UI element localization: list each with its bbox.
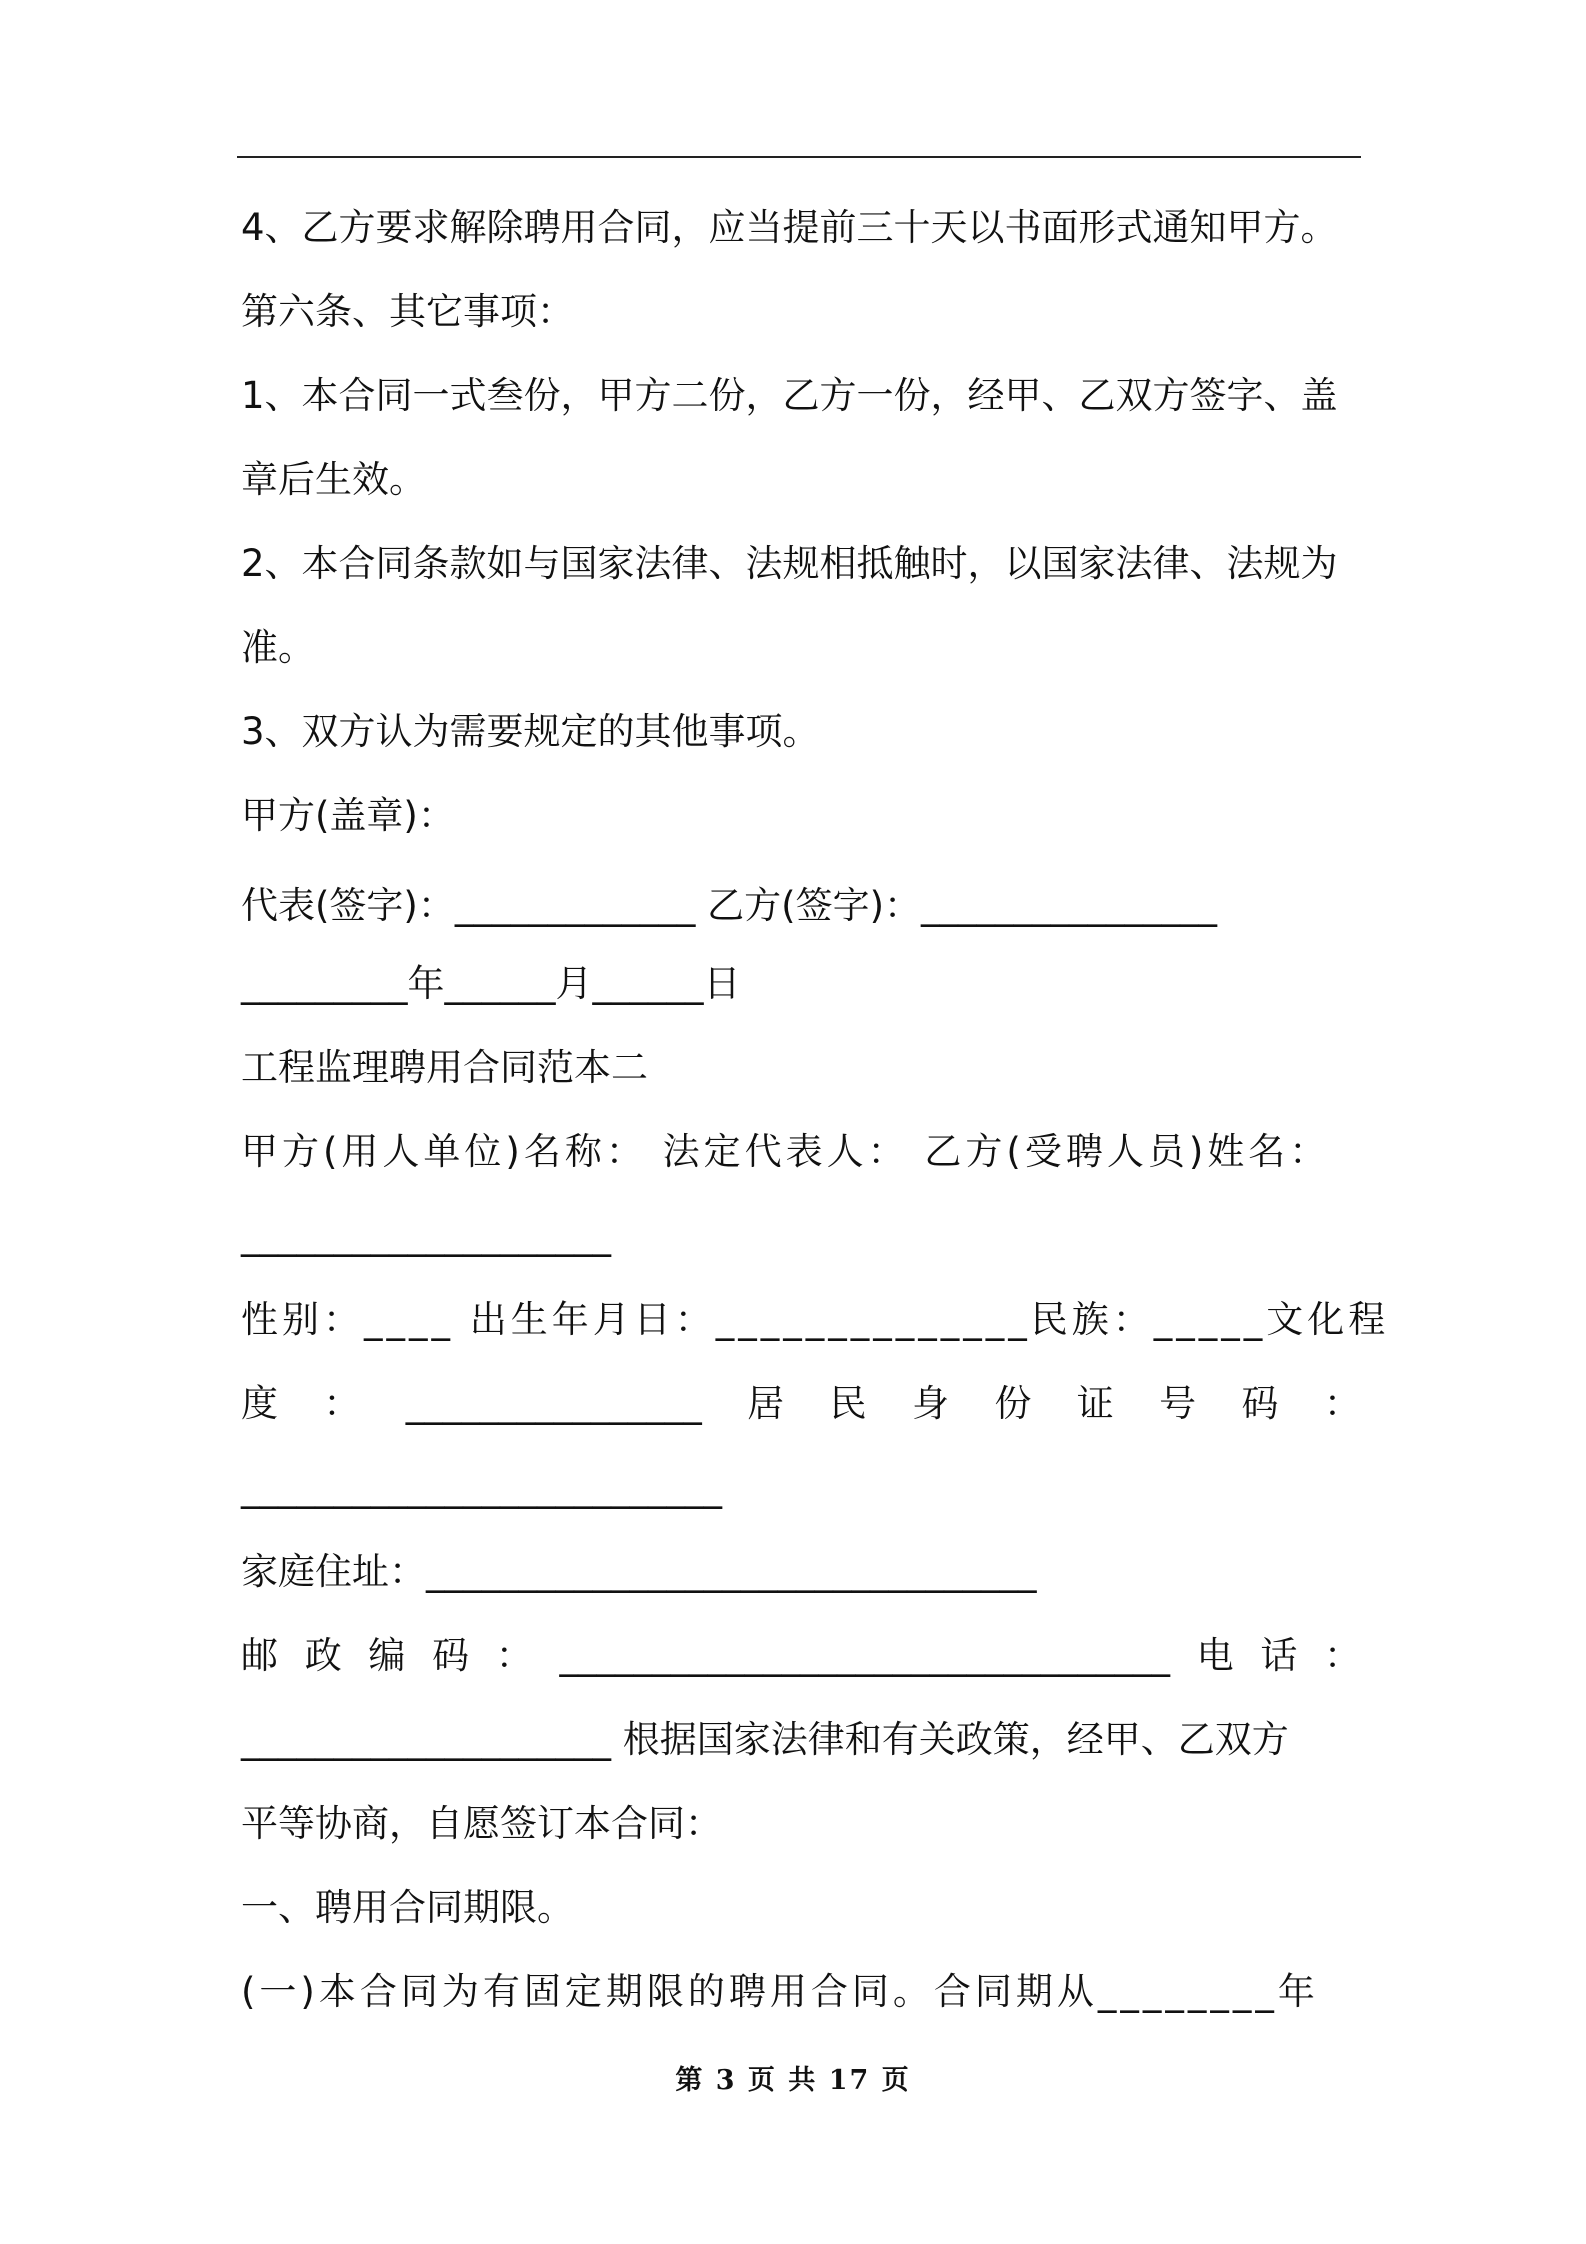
text-fragment: ： bbox=[323, 1382, 361, 1425]
clause-line: (一)本合同为有固定期限的聘用合同。合同期从________年 bbox=[241, 1970, 1319, 2013]
clause-line: 3、双方认为需要规定的其他事项。 bbox=[241, 710, 820, 753]
text-fragment: 证 bbox=[1076, 1382, 1114, 1425]
header-rule bbox=[237, 156, 1361, 158]
clause-line: 1、本合同一式叁份，甲方二份，乙方一份，经甲、乙双方签字、盖 bbox=[241, 374, 1338, 417]
text-fragment: ： bbox=[495, 1634, 533, 1677]
page-number: 第 3 页 共 17 页 bbox=[675, 2065, 911, 2096]
text-fragment: 份 bbox=[994, 1382, 1032, 1425]
signature-line: 代表(签字)：_____________ 乙方(签字)：________________ bbox=[241, 884, 1218, 927]
clause-line: 2、本合同条款如与国家法律、法规相抵触时，以国家法律、法规为 bbox=[241, 542, 1338, 585]
clause-line: 平等协商，自愿签订本合同： bbox=[241, 1802, 722, 1845]
text-fragment: ： bbox=[1323, 1382, 1361, 1425]
postal-phone-line bbox=[241, 1633, 1361, 1679]
section-heading: 第六条、其它事项： bbox=[241, 290, 574, 333]
text-fragment: 民 bbox=[829, 1382, 867, 1425]
text-fragment: 码 bbox=[1241, 1382, 1279, 1425]
blank-field: _________________________________ bbox=[559, 1634, 1170, 1677]
text-fragment: 度 bbox=[241, 1382, 278, 1425]
clause-line: ____________________ 根据国家法律和有关政策，经甲、乙双方 bbox=[241, 1718, 1289, 1761]
text-fragment: 身 bbox=[911, 1382, 949, 1425]
text-fragment: 政 bbox=[304, 1634, 342, 1677]
text-fragment: 号 bbox=[1159, 1382, 1197, 1425]
blank-field: ________________ bbox=[405, 1382, 702, 1425]
text-fragment: 编 bbox=[368, 1634, 406, 1677]
address-line: 家庭住址：_________________________________ bbox=[241, 1550, 1037, 1593]
party-info-line: 甲方(用人单位)名称： 法定代表人： 乙方(受聘人员)姓名： bbox=[241, 1130, 1331, 1173]
section-heading: 一、聘用合同期限。 bbox=[241, 1886, 574, 1929]
text-fragment: 码 bbox=[432, 1634, 470, 1677]
text-fragment: 话 bbox=[1260, 1634, 1298, 1677]
blank-field-line: ____________________ bbox=[241, 1214, 611, 1257]
date-line: _________年______月______日 bbox=[241, 962, 741, 1005]
personal-info-line: 性别：____ 出生年月日：______________民族：_____文化程 bbox=[241, 1298, 1390, 1341]
text-fragment: 居 bbox=[747, 1382, 785, 1425]
text-fragment: 电 bbox=[1196, 1634, 1234, 1677]
signature-line: 甲方(盖章)： bbox=[241, 794, 455, 837]
contract-title: 工程监理聘用合同范本二 bbox=[241, 1046, 648, 1089]
clause-line: 4、乙方要求解除聘用合同，应当提前三十天以书面形式通知甲方。 bbox=[241, 206, 1338, 249]
blank-field-line: __________________________ bbox=[241, 1466, 722, 1509]
clause-line: 准。 bbox=[241, 626, 315, 669]
text-fragment: ： bbox=[1324, 1634, 1361, 1677]
clause-line: 章后生效。 bbox=[241, 458, 426, 501]
text-fragment: 邮 bbox=[241, 1634, 278, 1677]
personal-info-line bbox=[241, 1381, 1361, 1427]
